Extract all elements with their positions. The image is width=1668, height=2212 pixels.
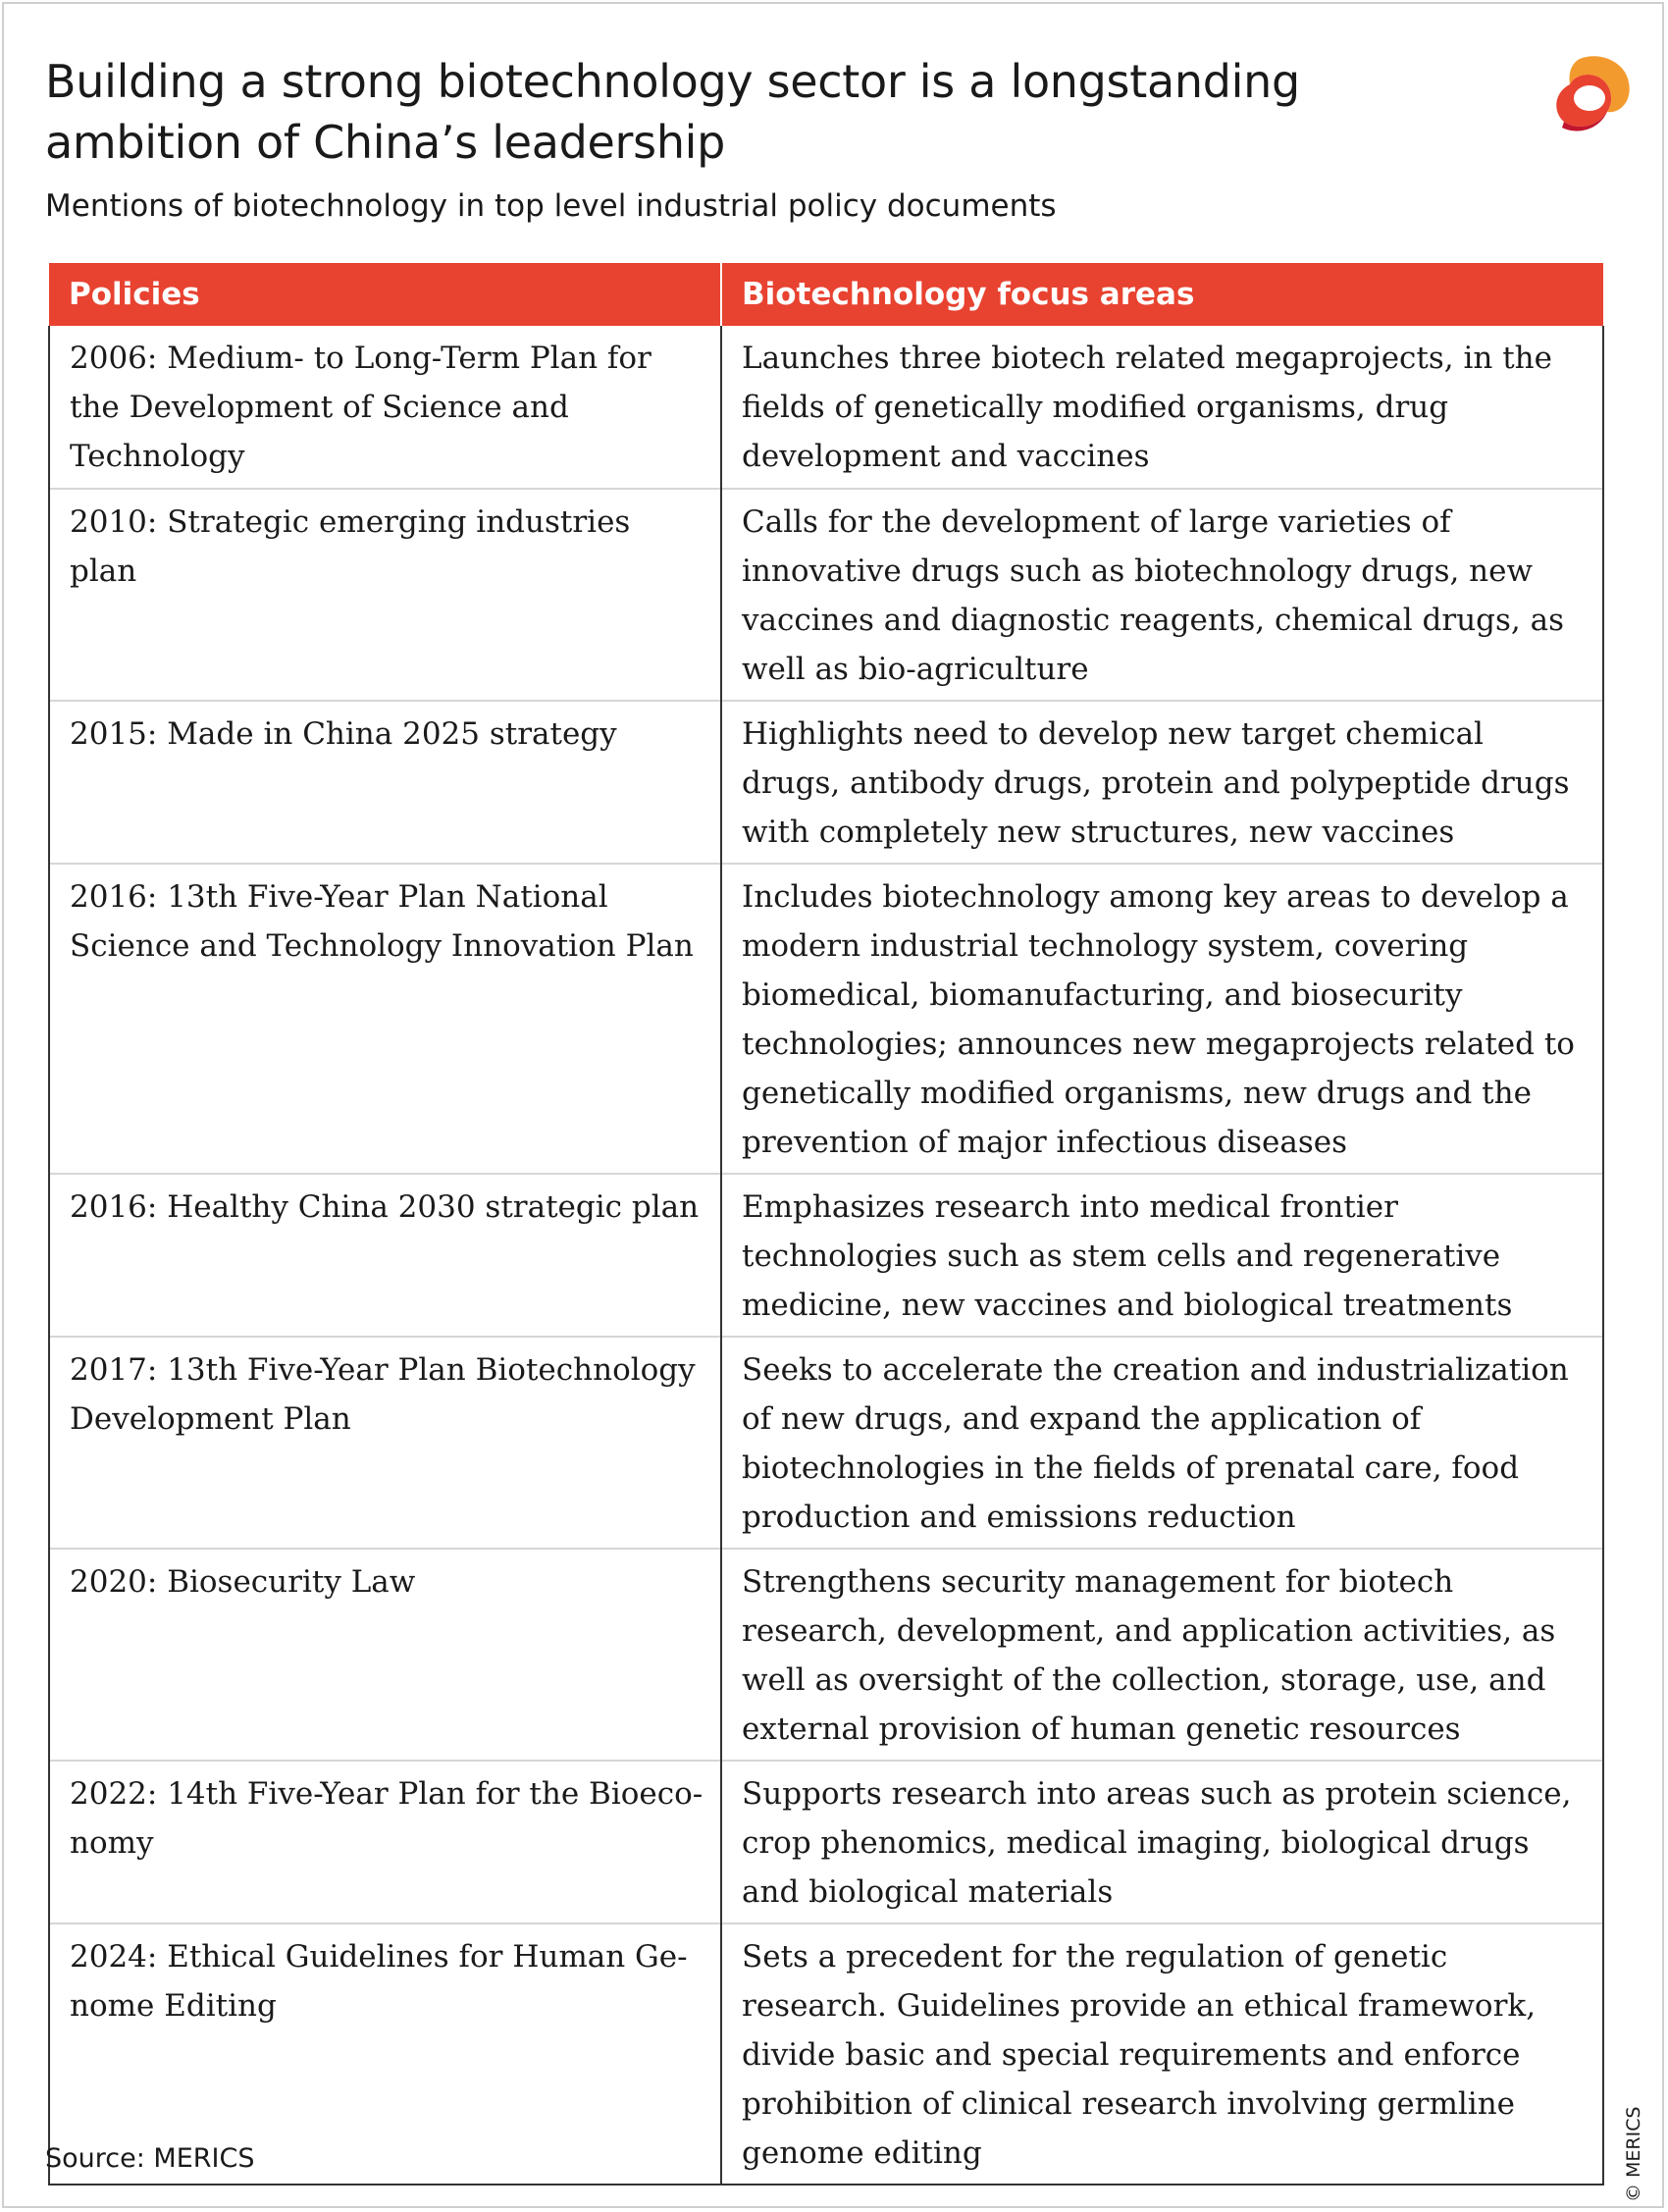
focus-cell: Supports research into areas such as protein science, crop phenomics, medical imaging, biological drugs and biological materials bbox=[721, 1761, 1603, 1923]
table-header-row bbox=[49, 263, 1603, 326]
table-row bbox=[49, 1337, 1603, 1549]
focus-cell: Strengthens security management for biotech research, development, and application activities, as well as oversight of the collection, storage, use, and external provision of human genetic resources bbox=[721, 1549, 1603, 1761]
focus-cell: Calls for the development of large varieties of innovative drugs such as biotechnology drugs, new vaccines and diagnostic reagents, chemical drugs, as well as bio-agriculture bbox=[721, 489, 1603, 701]
policy-cell: 2015: Made in China 2025 strategy bbox=[49, 701, 721, 864]
focus-cell: Seeks to accelerate the creation and industrialization of new drugs, and expand the application of biotechnologies in the fields of prenatal care, food production and emissions reduction bbox=[721, 1337, 1603, 1549]
page-subtitle: Mentions of biotechnology in top level industrial policy documents bbox=[45, 188, 1057, 224]
table-row bbox=[49, 1174, 1603, 1337]
policy-cell: 2006: Medium- to Long-Term Plan for the Development of Science and Technology bbox=[49, 326, 721, 489]
table-row bbox=[49, 1923, 1603, 2185]
source-note: Source: MERICS bbox=[45, 2143, 255, 2174]
policy-cell: 2024: Ethical Guidelines for Human Genome Editing bbox=[49, 1923, 721, 2185]
header-focus-areas: Biotechnology focus areas bbox=[721, 263, 1603, 326]
policy-cell: 2017: 13th Five-Year Plan Biotechnology Development Plan bbox=[49, 1337, 721, 1549]
page-title: Building a strong biotechnology sector is a longstanding ambition of China’s leadership bbox=[45, 55, 1300, 169]
focus-cell: Highlights need to develop new target chemical drugs, antibody drugs, protein and polypeptide drugs with completely new structures, new vaccines bbox=[721, 701, 1603, 864]
policy-cell: 2020: Biosecurity Law bbox=[49, 1549, 721, 1761]
header-policies: Policies bbox=[49, 263, 721, 326]
table-row bbox=[49, 701, 1603, 864]
table-row bbox=[49, 489, 1603, 701]
table-row bbox=[49, 1761, 1603, 1923]
table-row bbox=[49, 864, 1603, 1174]
policy-cell: 2016: 13th Five-Year Plan National Science and Technology Innovation Plan bbox=[49, 864, 721, 1174]
focus-cell: Emphasizes research into medical frontier technologies such as stem cells and regenerative medicine, new vaccines and biological treatments bbox=[721, 1174, 1603, 1337]
policy-cell: 2022: 14th Five-Year Plan for the Bioeconomy bbox=[49, 1761, 721, 1923]
table-row bbox=[49, 1549, 1603, 1761]
focus-cell: Sets a precedent for the regulation of genetic research. Guidelines provide an ethical framework, divide basic and special requirements and enforce prohibition of clinical research involving germline genome editing bbox=[721, 1923, 1603, 2185]
focus-cell: Includes biotechnology among key areas to develop a modern industrial technology system, covering biomedical, biomanufacturing, and biosecurity technologies; announces new megaprojects related to genetically modified organisms, new drugs and the prevention of major infectious diseases bbox=[721, 864, 1603, 1174]
graphic-frame bbox=[2, 2, 1664, 2208]
copyright-text: © MERICS bbox=[1623, 2106, 1644, 2202]
policy-cell: 2016: Healthy China 2030 strategic plan bbox=[49, 1174, 721, 1337]
policy-cell: 2010: Strategic emerging industries plan bbox=[49, 489, 721, 701]
focus-cell: Launches three biotech related megaprojects, in the fields of genetically modified organisms, drug development and vaccines bbox=[721, 326, 1603, 489]
copyright-note bbox=[1621, 2104, 1650, 2202]
table-row bbox=[49, 326, 1603, 489]
policy-table bbox=[48, 263, 1602, 2186]
merics-logo-icon bbox=[1550, 53, 1633, 133]
